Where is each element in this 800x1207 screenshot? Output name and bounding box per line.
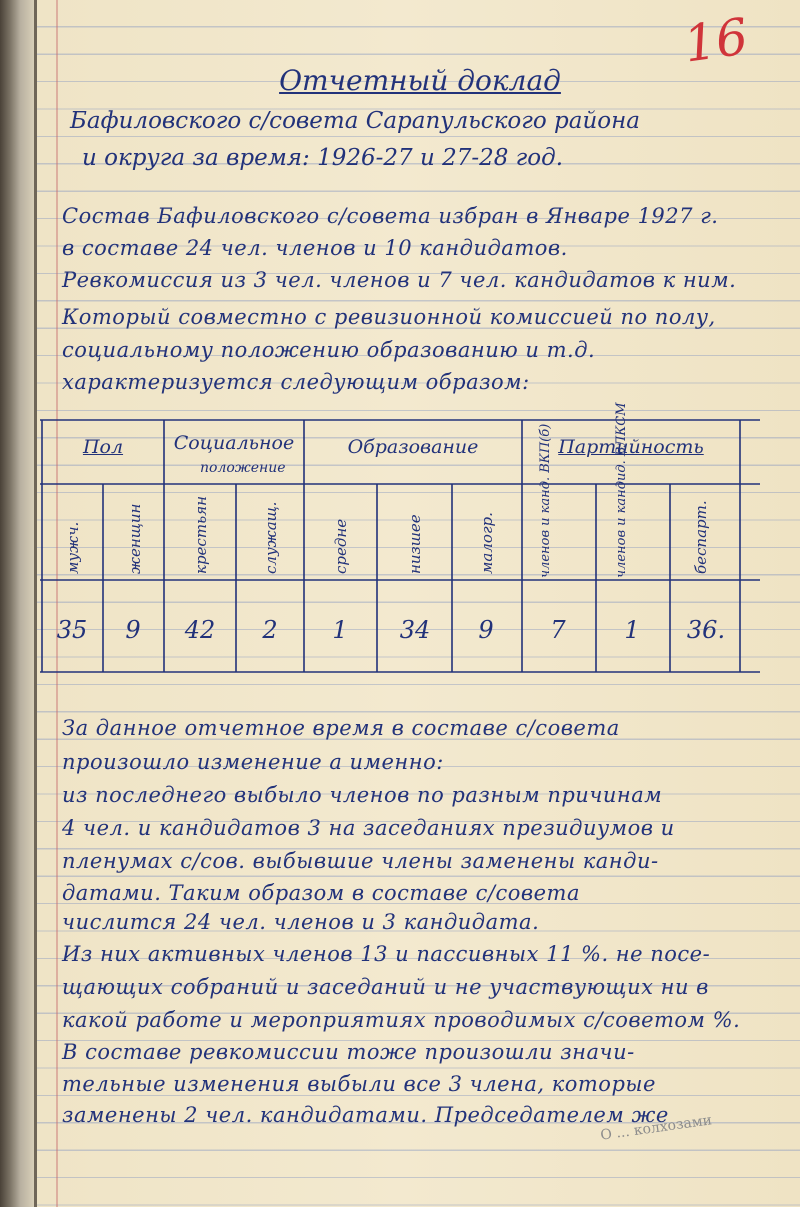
body-line-2: произошло изменение а именно: [62, 750, 444, 774]
subtitle-line-2: и округа за время: 1926-27 и 27-28 год. [82, 145, 564, 171]
intro-line-6: характеризуется следующим образом: [62, 370, 530, 394]
value-secondary: 1 [332, 616, 348, 644]
body-line-3: из последнего выбыло членов по разным причинам [62, 783, 663, 807]
col-vlksm: членов и кандид. ВЛКСМ [614, 402, 629, 578]
binding-strip [0, 0, 34, 1207]
col-men: мужч. [64, 521, 82, 574]
body-line-7: числится 24 чел. членов и 3 кандидата. [62, 910, 540, 934]
body-line-5: пленумах с/сов. выбывшие члены заменены канди- [62, 849, 659, 873]
value-peasants: 42 [184, 616, 216, 644]
body-line-1: За данное отчетное время в составе с/совета [62, 716, 620, 740]
group-sex: Пол [82, 436, 124, 458]
group-party: Партийность [558, 436, 704, 458]
col-women: женщин [126, 503, 144, 574]
page-number: 16 [680, 7, 752, 74]
col-employees: служащ. [262, 501, 280, 574]
body-line-10: какой работе и мероприятиях проводимых с/советом %. [62, 1008, 741, 1032]
value-semiliterate: 9 [478, 616, 494, 644]
value-women: 9 [125, 616, 141, 644]
group-social-sub: положение [200, 460, 286, 476]
binding-edge [34, 0, 37, 1207]
document-title: Отчетный доклад [279, 64, 561, 97]
col-lower: низшее [406, 514, 424, 574]
body-line-4: 4 чел. и кандидатов 3 на заседаниях президиумов и [62, 816, 675, 840]
value-men: 35 [56, 616, 88, 644]
body-line-11: В составе ревкомиссии тоже произошли значи- [62, 1040, 635, 1064]
value-lower: 34 [399, 616, 431, 644]
group-education: Образование [347, 436, 479, 458]
intro-line-5: социальному положению образованию и т.д. [62, 338, 596, 362]
subtitle-line-1: Бафиловского с/совета Сарапульского района [70, 108, 641, 134]
intro-line-1: Состав Бафиловского с/совета избран в Январе 1927 г. [62, 204, 719, 228]
value-employees: 2 [262, 616, 278, 644]
col-semiliterate: малогр. [478, 512, 496, 574]
value-nonparty: 36. [686, 616, 726, 644]
col-peasants: крестьян [192, 495, 210, 574]
col-secondary: средне [332, 518, 350, 574]
body-line-12: тельные изменения выбыли все 3 члена, которые [62, 1072, 656, 1096]
intro-line-4: Который совместно с ревизионной комиссией по полу, [62, 305, 716, 329]
intro-line-2: в составе 24 чел. членов и 10 кандидатов. [62, 236, 568, 260]
body-line-13: заменены 2 чел. кандидатами. Председателем же [62, 1103, 669, 1127]
body-line-8: Из них активных членов 13 и пассивных 11 %. не посе- [62, 942, 711, 966]
value-vlksm: 1 [624, 616, 640, 644]
bleed-through-text: О ... колхозами [599, 1112, 713, 1144]
intro-line-3: Ревкомиссия из 3 чел. членов и 7 чел. кандидатов к ним. [62, 268, 737, 292]
group-social: Социальное [173, 432, 295, 454]
value-vkpb: 7 [550, 616, 566, 644]
statistics-table [40, 402, 760, 674]
body-line-6: датами. Таким образом в составе с/совета [62, 881, 580, 905]
col-vkpb: членов и канд. ВКП(б) [538, 423, 553, 578]
body-line-9: щающих собраний и заседаний и не участвующих ни в [62, 975, 709, 999]
col-nonparty: беспарт. [692, 500, 710, 574]
